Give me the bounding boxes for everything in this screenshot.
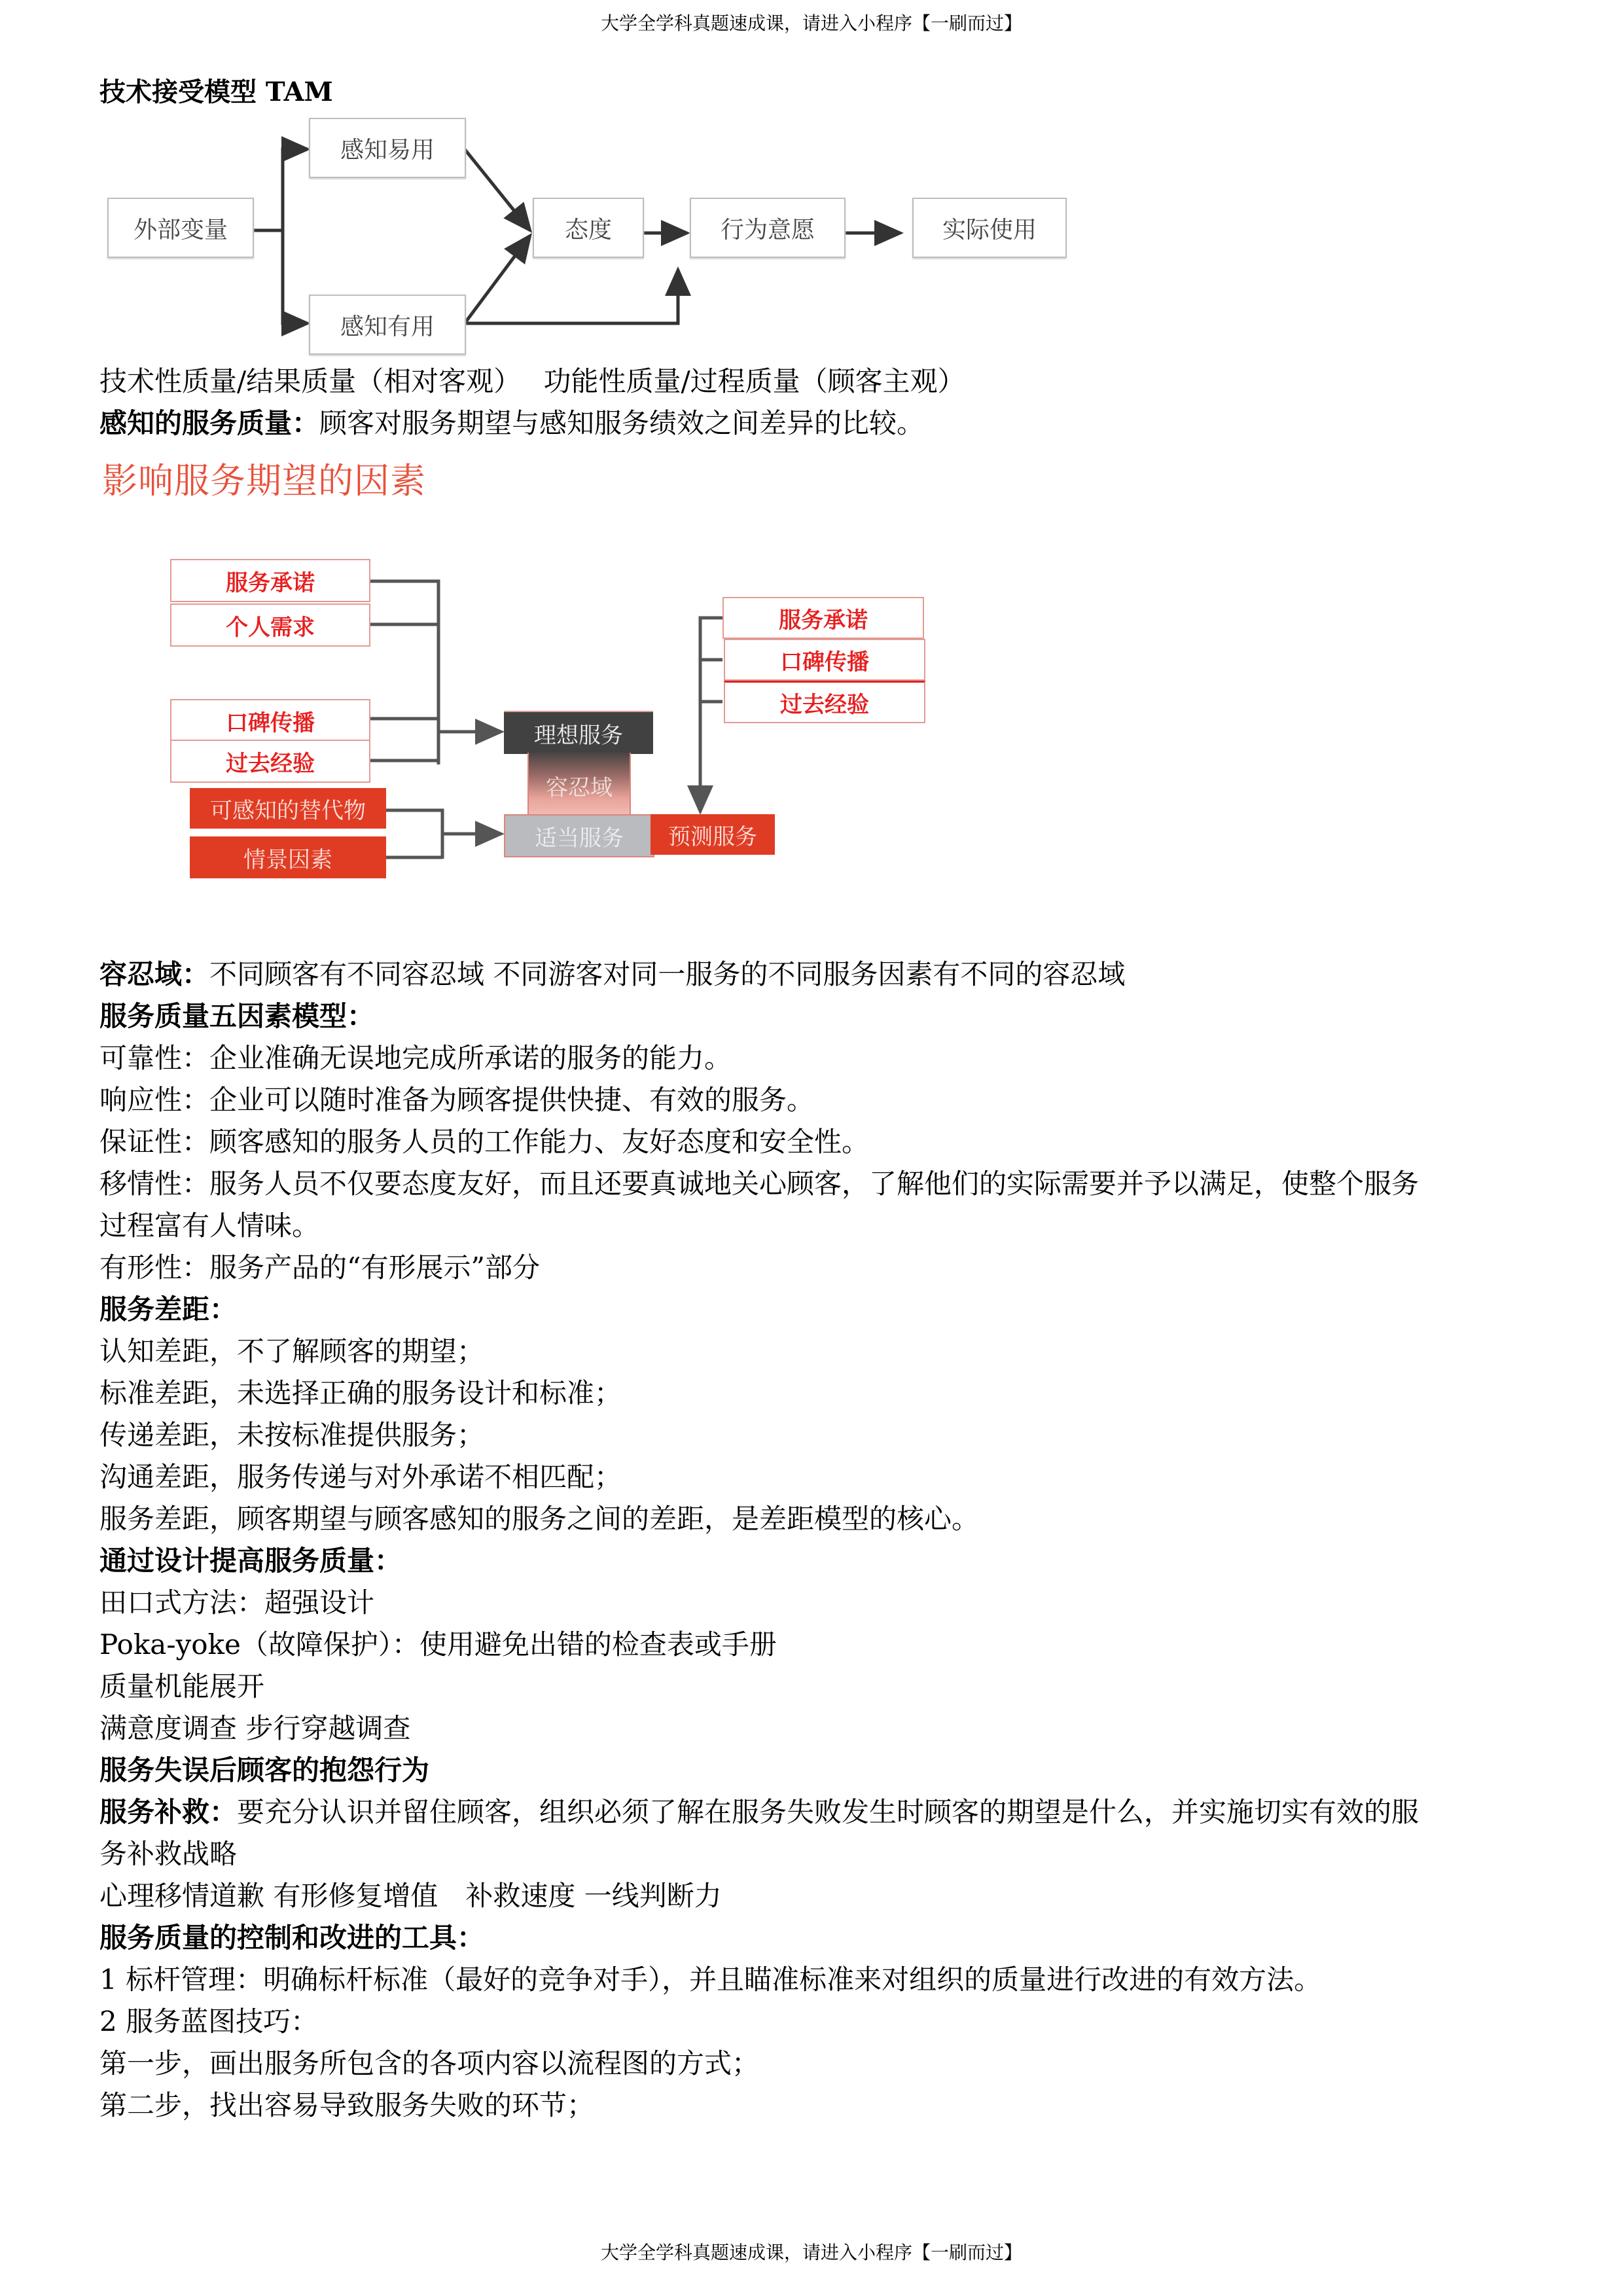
perceived-text: 顾客对服务期望与感知服务绩效之间差异的比较。 — [319, 407, 925, 439]
quality-types: 技术性质量/结果质量（相对客观） 功能性质量/过程质量（顾客主观） — [99, 365, 965, 397]
factor-empathy-cont: 过程富有人情味。 — [99, 1210, 320, 1242]
perceived-quality — [99, 406, 924, 441]
right-factor-word-of-mouth: 口碑传播 — [724, 639, 925, 681]
recovery-text: 要充分认识并留住顾客，组织必须了解在服务失败发生时顾客的期望是什么，并实施切实有效的服 — [237, 1796, 1419, 1828]
tool-item: 第一步，画出服务所包含的各项内容以流程图的方式； — [99, 2047, 760, 2079]
factor-assurance: 保证性：顾客感知的服务人员的工作能力、友好态度和安全性。 — [99, 1126, 870, 1158]
recovery-text-cont: 务补救战略 — [99, 1838, 238, 1870]
adequate-service-box: 适当服务 — [504, 814, 654, 857]
factor-responsiveness: 响应性：企业可以随时准备为顾客提供快捷、有效的服务。 — [99, 1084, 815, 1116]
perceived-label: 感知的服务质量： — [99, 407, 320, 439]
design-item: 满意度调查 步行穿越调查 — [99, 1712, 411, 1744]
tool-item: 第二步，找出容易导致服务失败的环节； — [99, 2089, 595, 2121]
tolerance-label: 容忍域： — [99, 958, 210, 990]
factor-perceived-alternatives: 可感知的替代物 — [190, 788, 386, 829]
factor-situational: 情景因素 — [190, 836, 386, 878]
gaps-heading: 服务差距： — [99, 1293, 238, 1325]
gap-item: 认知差距，不了解顾客的期望； — [99, 1335, 485, 1367]
tools-heading: 服务质量的控制和改进的工具： — [99, 1922, 485, 1954]
tolerance-zone-box: 容忍域 — [527, 753, 631, 818]
complaint-heading: 服务失误后顾客的抱怨行为 — [99, 1754, 430, 1786]
left-factor-service-promise: 服务承诺 — [170, 559, 370, 602]
tam-node-ease: 感知易用 — [309, 118, 466, 178]
tool-item: 2 服务蓝图技巧： — [99, 2005, 319, 2037]
gap-item: 标准差距，未选择正确的服务设计和标准； — [99, 1377, 622, 1409]
factor-empathy: 移情性：服务人员不仅要态度友好，而且还要真诚地关心顾客，了解他们的实际需要并予以满足，使整个服务 — [99, 1168, 1419, 1200]
recovery-methods: 心理移情道歉 有形修复增值 补救速度 一线判断力 — [99, 1880, 722, 1912]
gap-item: 传递差距，未按标准提供服务； — [99, 1419, 485, 1451]
expectation-diagram — [97, 452, 1039, 949]
page-header: 大学全学科真题速成课，请进入小程序【一刷而过】 — [600, 12, 1022, 34]
design-item: Poka-yoke（故障保护）：使用避免出错的检查表或手册 — [99, 1628, 777, 1660]
left-factor-word-of-mouth: 口碑传播 — [170, 699, 370, 742]
tam-node-useful: 感知有用 — [309, 295, 466, 355]
left-factor-personal-needs: 个人需求 — [170, 603, 370, 647]
tam-node-attitude: 态度 — [533, 198, 644, 258]
design-heading: 通过设计提高服务质量： — [99, 1545, 402, 1577]
predicted-service-box: 预测服务 — [651, 814, 775, 855]
design-item: 田口式方法：超强设计 — [99, 1587, 375, 1619]
recovery-line — [99, 1795, 1419, 1830]
tam-heading: 技术接受模型 TAM — [99, 77, 333, 107]
tam-diagram — [98, 113, 1067, 361]
page-footer: 大学全学科真题速成课，请进入小程序【一刷而过】 — [600, 2242, 1022, 2263]
recovery-label: 服务补救： — [99, 1796, 238, 1828]
factor-reliability: 可靠性：企业准确无误地完成所承诺的服务的能力。 — [99, 1042, 732, 1074]
tam-node-usage: 实际使用 — [912, 198, 1067, 258]
tool-item: 1 标杆管理：明确标杆标准（最好的竞争对手），并且瞄准标准来对组织的质量进行改进的有效方法。 — [99, 1964, 1322, 1996]
gap-item: 服务差距，顾客期望与顾客感知的服务之间的差距，是差距模型的核心。 — [99, 1503, 980, 1535]
right-factor-service-promise: 服务承诺 — [722, 597, 924, 639]
right-factor-past-experience: 过去经验 — [724, 681, 925, 723]
gap-item: 沟通差距，服务传递与对外承诺不相匹配； — [99, 1461, 622, 1493]
tam-node-intention: 行为意愿 — [690, 198, 846, 258]
five-factors-heading: 服务质量五因素模型： — [99, 1000, 375, 1032]
tam-node-external: 外部变量 — [107, 198, 254, 258]
factor-tangibles: 有形性：服务产品的“有形展示”部分 — [99, 1251, 540, 1283]
expectation-diagram-title: 影响服务期望的因素 — [102, 460, 426, 501]
ideal-service-box: 理想服务 — [504, 711, 653, 754]
tolerance-text: 不同顾客有不同容忍域 不同游客对同一服务的不同服务因素有不同的容忍域 — [209, 958, 1126, 990]
design-item: 质量机能展开 — [99, 1670, 265, 1702]
left-factor-past-experience: 过去经验 — [170, 740, 370, 783]
tolerance-line — [99, 957, 1125, 992]
